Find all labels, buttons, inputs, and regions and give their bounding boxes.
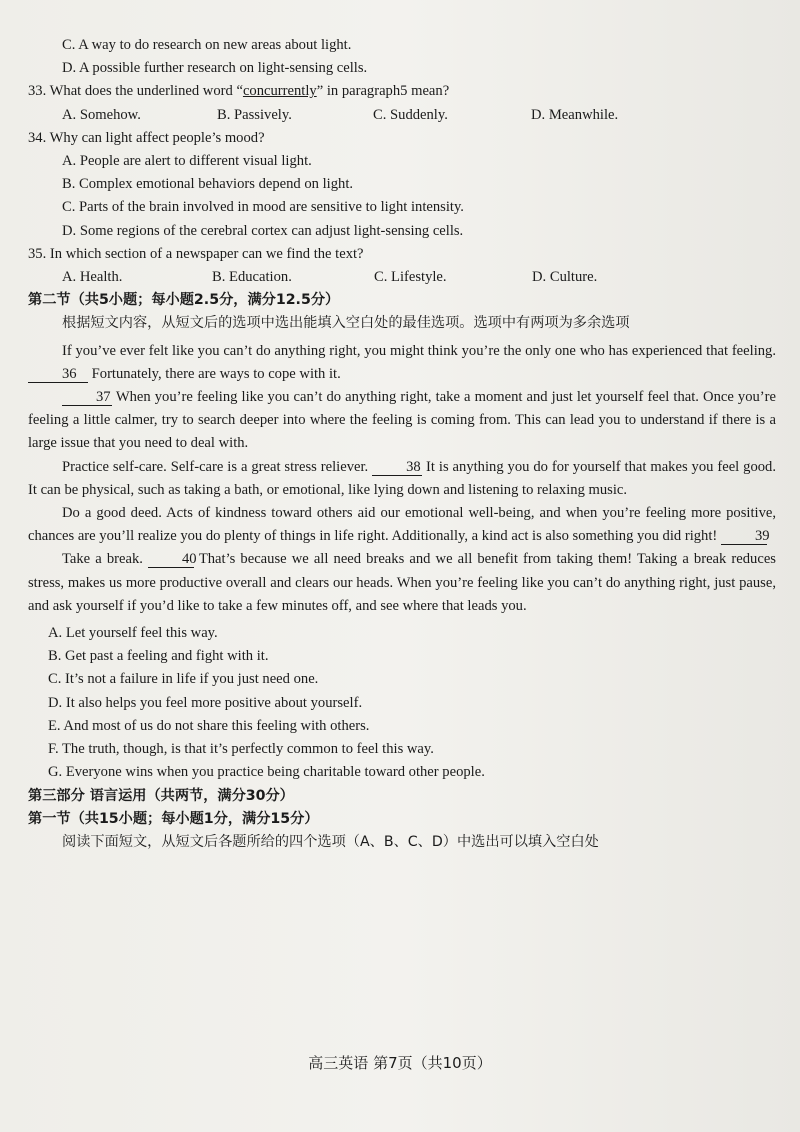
blank-37: 37 [62,389,112,406]
section2-instruction: 根据短文内容，从短文后的选项中选出能填入空白处的最佳选项。选项中有两项为多余选项 [62,315,630,332]
p3-text-b: It is anything you do for yourself that makes you feel good. It can be physical, such as taking a bath, or emotional, like lying down and listening to relaxing music. [28,458,776,498]
choice-g: G. Everyone wins when you practice being charitable toward other people. [48,764,485,781]
page-footer: 高三英语 第7页（共10页） [308,1054,492,1072]
q34-option-a: A. People are alert to different visual light. [62,153,312,170]
blank-38: 38 [372,459,422,476]
part3-heading: 第三部分 语言运用（共两节，满分30分） [28,787,294,804]
choice-d: D. It also helps you feel more positive about yourself. [48,694,363,711]
passage-paragraph-3 [28,456,776,502]
q34-stem: 34. Why can light affect people’s mood? [28,129,265,146]
passage-paragraph-1 [28,340,776,386]
q33-stem [28,80,776,103]
p5-text-b: That’s because we all need breaks and we all benefit from taking them! Taking a break reduces stress, makes us more productive overall and clears our heads. When you’re feeling like you can’t do anything right, just pause, and ask yourself if you’d like to take a few minutes off, and see where that leads you. [28,551,776,614]
q34-option-d: D. Some regions of the cerebral cortex can adjust light-sensing cells. [62,222,464,239]
q35-options [28,266,776,289]
q33-option-d: D. Meanwhile. [531,106,619,123]
q33-option-a: A. Somehow. [62,106,141,123]
page-content [28,34,776,854]
choice-e: E. And most of us do not share this feeling with others. [48,717,370,734]
choice-f: F. The truth, though, is that it’s perfectly common to feel this way. [48,741,434,758]
q33-stem-post: ” in paragraph5 mean? [316,83,450,100]
q35-option-c: C. Lifestyle. [374,269,447,286]
p2-text: When you’re feeling like you can’t do anything right, take a moment and just let yourself feel that. Once you’re feeling a little calmer, try to search deeper into where the feeling is coming from. This can lead you to understand if there is a large issue that you need to deal with. [28,389,776,452]
section2-heading: 第二节（共5小题；每小题2.5分，满分12.5分） [28,292,340,309]
q35-option-b: B. Education. [212,269,292,286]
p5-text-a: Take a break. [62,551,143,568]
q35-option-a: A. Health. [62,269,123,286]
p1-text-b: Fortunately, there are ways to cope with it. [91,365,341,382]
passage-paragraph-4 [28,502,776,548]
q33-options [28,104,776,127]
part3-sub-heading: 第一节（共15小题；每小题1分，满分15分） [28,810,319,827]
choice-a: A. Let yourself feel this way. [48,625,218,642]
passage-paragraph-5 [28,548,776,618]
p1-text-a: If you’ve ever felt like you can’t do anything right, you might think you’re the only one who has experienced that feeling. [62,342,776,359]
choice-b: B. Get past a feeling and fight with it. [48,648,269,665]
q35-option-d: D. Culture. [532,269,598,286]
part3-instruction: 阅读下面短文，从短文后各题所给的四个选项（A、B、C、D）中选出可以填入空白处 [62,833,599,850]
q34-option-b: B. Complex emotional behaviors depend on light. [62,176,354,193]
q33-stem-pre: 33. What does the underlined word “ [28,83,243,100]
q34-option-c: C. Parts of the brain involved in mood are sensitive to light intensity. [62,199,464,216]
passage-paragraph-2 [28,386,776,456]
q33-underlined-word: concurrently [242,83,317,100]
p4-text: Do a good deed. Acts of kindness toward others aid our emotional well-being, and when you’re feeling more positive, chances are you’ll realize you do plenty of things in life right. Additionally, a kind act is also something you did right! [28,505,776,545]
blank-36: 36 [28,366,88,383]
q33-option-c: C. Suddenly. [373,106,448,123]
q35-stem: 35. In which section of a newspaper can we find the text? [28,245,364,262]
q32-option-c: C. A way to do research on new areas about light. [62,37,352,53]
q33-option-b: B. Passively. [217,106,292,123]
p3-text-a: Practice self-care. Self-care is a great stress reliever. [62,458,369,475]
q32-option-d: D. A possible further research on light-sensing cells. [62,60,368,77]
blank-39: 39 [721,528,767,545]
blank-40: 40 [148,551,194,568]
choice-c: C. It’s not a failure in life if you just need one. [48,671,319,688]
